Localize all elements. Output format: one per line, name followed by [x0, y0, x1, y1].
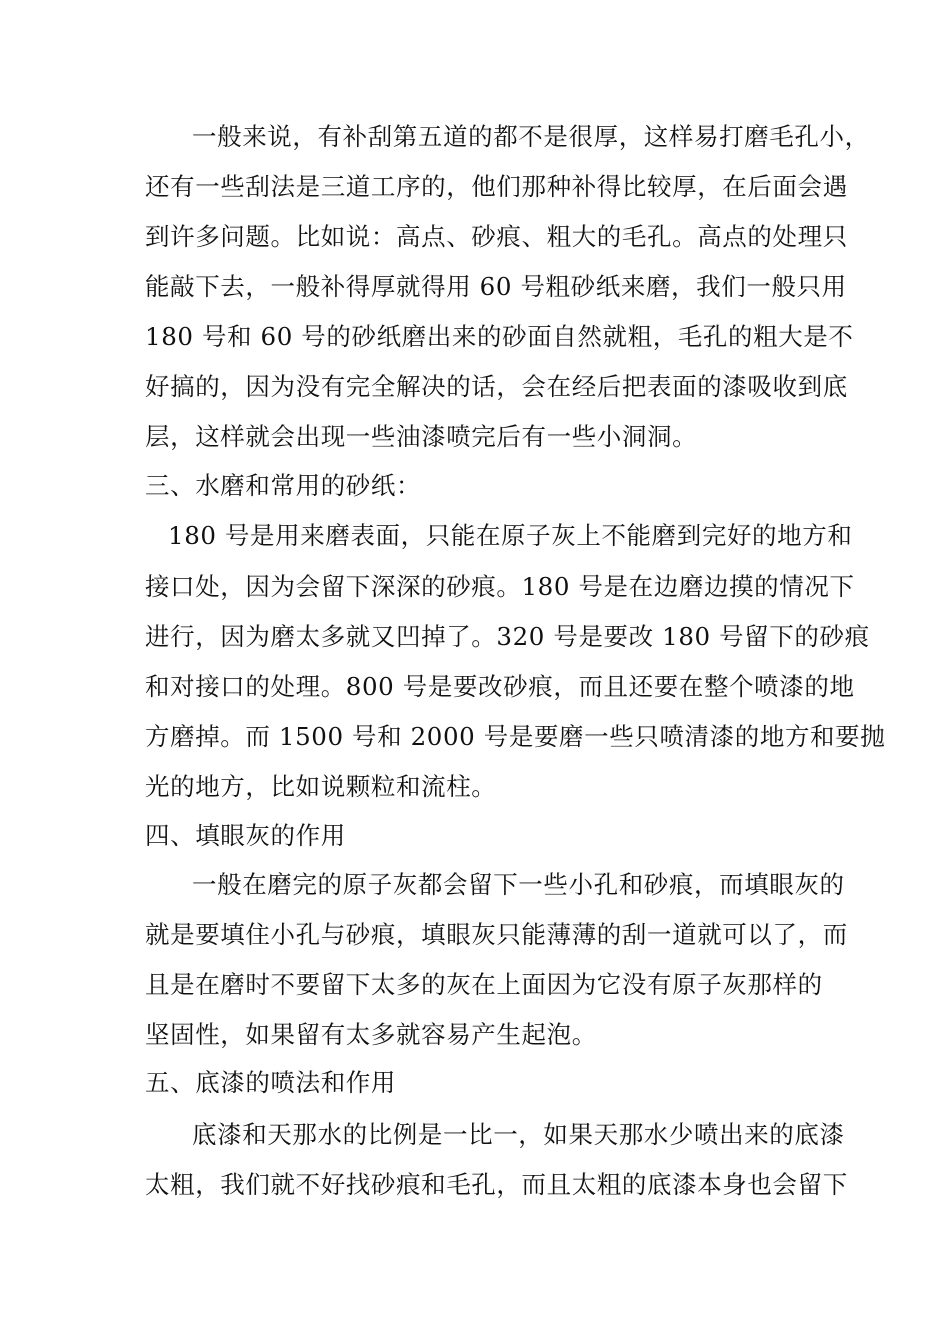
paragraph-2-line-2: 接口处，因为会留下深深的砂痕。180 号是在边磨边摸的情况下	[145, 572, 855, 601]
paragraph-1-line-6: 好搞的，因为没有完全解决的话，会在经后把表面的漆吸收到底	[145, 372, 848, 401]
paragraph-2-line-3: 进行，因为磨太多就又凹掉了。320 号是要改 180 号留下的砂痕	[145, 622, 870, 651]
section-heading-3: 三、水磨和常用的砂纸：	[145, 471, 422, 500]
section-heading-4: 四、填眼灰的作用	[145, 821, 346, 850]
paragraph-3-line-4: 坚固性，如果留有太多就容易产生起泡。	[145, 1020, 597, 1049]
paragraph-3-line-3: 且是在磨时不要留下太多的灰在上面因为它没有原子灰那样的	[145, 970, 823, 999]
paragraph-2-line-1: 180 号是用来磨表面，只能在原子灰上不能磨到完好的地方和	[168, 521, 853, 550]
paragraph-2-line-6: 光的地方，比如说颗粒和流柱。	[145, 772, 497, 801]
paragraph-1-line-3: 到许多问题。比如说：高点、砂痕、粗大的毛孔。高点的处理只	[145, 222, 848, 251]
section-heading-5: 五、底漆的喷法和作用	[145, 1068, 396, 1097]
paragraph-1-line-4: 能敲下去，一般补得厚就得用 60 号粗砂纸来磨，我们一般只用	[145, 272, 847, 301]
paragraph-3-line-2: 就是要填住小孔与砂痕，填眼灰只能薄薄的刮一道就可以了，而	[145, 920, 848, 949]
paragraph-1-line-2: 还有一些刮法是三道工序的，他们那种补得比较厚，在后面会遇	[145, 172, 848, 201]
paragraph-1-line-7: 层，这样就会出现一些油漆喷完后有一些小洞洞。	[145, 422, 698, 451]
paragraph-1-line-1: 一般来说，有补刮第五道的都不是很厚，这样易打磨毛孔小，	[192, 122, 870, 151]
paragraph-4-line-2: 太粗，我们就不好找砂痕和毛孔，而且太粗的底漆本身也会留下	[145, 1170, 848, 1199]
paragraph-1-line-5: 180 号和 60 号的砂纸磨出来的砂面自然就粗，毛孔的粗大是不	[145, 322, 854, 351]
paragraph-3-line-1: 一般在磨完的原子灰都会留下一些小孔和砂痕，而填眼灰的	[192, 870, 845, 899]
paragraph-2-line-5: 方磨掉。而 1500 号和 2000 号是要磨一些只喷清漆的地方和要抛	[145, 722, 886, 751]
paragraph-2-line-4: 和对接口的处理。800 号是要改砂痕，而且还要在整个喷漆的地	[145, 672, 855, 701]
paragraph-4-line-1: 底漆和天那水的比例是一比一，如果天那水少喷出来的底漆	[192, 1120, 845, 1149]
